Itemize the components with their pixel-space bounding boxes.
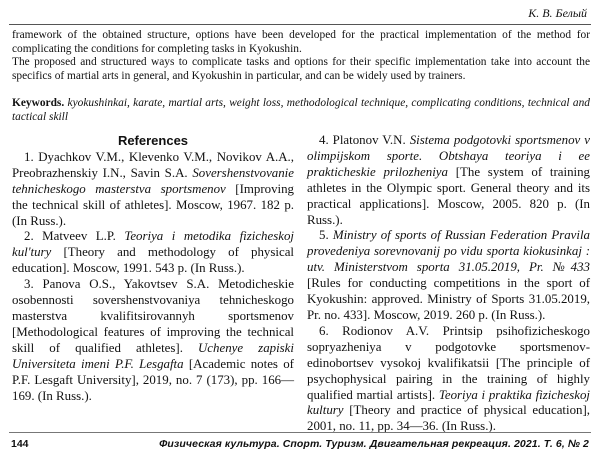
header-author: К. В. Белый (528, 6, 587, 20)
page-number: 144 (11, 438, 29, 450)
reference-title: Teoriya i metodika fizicheskoj kul'tury (12, 229, 294, 260)
reference-text: [Rules for conducting competitions in the sport of Kyokushin: approved. Ministry of Sports 31.05.2019, Pr. no. 433]. Moscow, 2019. 260 p. (In Russ.). (307, 276, 590, 322)
references-column-right (307, 133, 590, 435)
reference-text: [The system of training athletes in the Olympic sport. General theory and its practical applications]. Moscow, 2005. 820 p. (In Russ.). (307, 164, 590, 227)
keywords-label: Keywords. (12, 97, 65, 109)
reference-title: Teoriya i praktika fizicheskoj kultury (307, 387, 590, 418)
journal-citation: Физическая культура. Спорт. Туризм. Двигательная рекреация. 2021. Т. 6, № 2 (159, 438, 589, 450)
reference-item (12, 150, 294, 230)
reference-text: 3. Panova O.S., Yakovtsev S.A. Metodicheskie osobennosti sovershenstvovaniya tehnicheskogo masterstva kvalifitsirovannyh sportsmenov [Methodological features of improving the technical skill of qualified athletes]. (12, 277, 294, 355)
reference-item (12, 277, 294, 404)
reference-item (307, 324, 590, 435)
reference-text: [Theory and practice of physical education], 2001, no. 11, pp. 34—36. (In Russ.). (307, 403, 590, 434)
reference-item (307, 133, 590, 228)
page-header (9, 0, 591, 25)
reference-item (307, 228, 590, 323)
reference-text: [Theory and methodology of physical education]. Moscow, 1991. 543 p. (In Russ.). (12, 245, 294, 276)
footer-divider (9, 432, 591, 433)
reference-text: [Academic notes of P.F. Lesgaft University], 2019, no. 7 (173), pp. 166—169. (In Russ.). (12, 356, 294, 403)
reference-title: Uchenye zapiski Universiteta imeni P.F. Lesgafta (12, 340, 294, 371)
references-title: References (117, 133, 189, 148)
abstract-paragraph-1: framework of the obtained structure, options have been developed for the practical implementation of the method for complicating the conditions for completing tasks in Kyokushin. (12, 29, 590, 55)
reference-item (12, 229, 294, 277)
reference-title: Sovershenstvovanie tehnicheskogo masterstva sportsmenov (12, 165, 294, 196)
reference-text: 4. Platonov V.N. (319, 133, 410, 147)
abstract-text (12, 29, 590, 83)
reference-text: [Improving the technical skill of athletes]. Moscow, 1967. 182 p. (In Russ.). (12, 181, 295, 228)
reference-title: Sistema podgotovki sportsmenov v olimpijskom sporte. Obtshaya teoriya i ee prakticheskie prilozheniya (307, 133, 590, 179)
keywords (12, 97, 590, 124)
reference-text: 6. Rodionov A.V. Printsip psihofizicheskogo sopryazheniya v podgotovke sportsmenov-edinobortsev vysokoj kvalifikatsii [The principle of psychophysical pairing in the training of highly qualified martial artists]. (307, 323, 590, 402)
abstract-paragraph-2: The proposed and structured ways to complicate tasks and options for their specific implementation take into account the specifics of martial arts in general, and Kyokushin in particular, and can be widely used by trainers. (12, 56, 590, 82)
reference-title: Ministry of sports of Russian Federation Pravila provedeniya sorevnovanij po vidu sporta kiokusinkaj : utv. Ministerstvom sporta 31.05.2019, Pr. №433 (307, 228, 590, 275)
keywords-text: kyokushinkai, karate, martial arts, weight loss, methodological technique, complicating conditions, technical and tactical skill (12, 97, 590, 123)
reference-text: 5. (319, 228, 333, 243)
reference-text: 1. Dyachkov V.M., Klevenko V.M., Novikov A.A., Preobrazhenskiy I.N., Savin S.A. (12, 149, 294, 180)
references-column-left (12, 133, 294, 404)
page-footer (9, 436, 591, 454)
reference-text: 2. Matveev L.P. (24, 229, 125, 244)
